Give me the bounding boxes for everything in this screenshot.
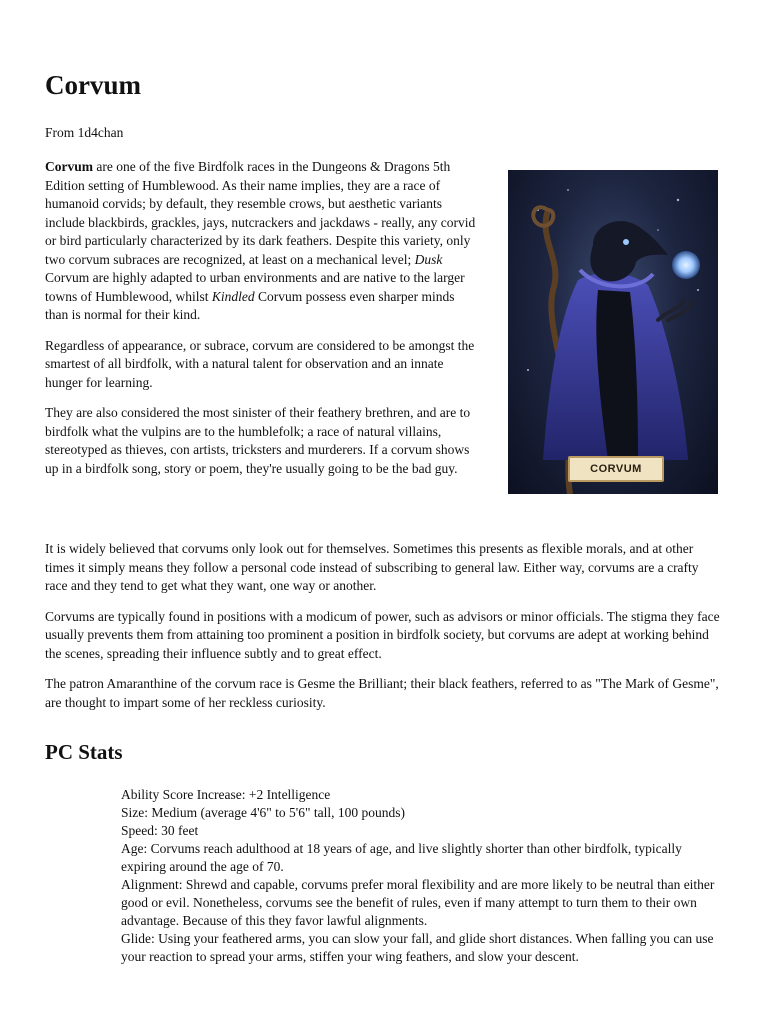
paragraph: Corvums are typically found in positions with a modicum of power, such as advisors or minor officials. The stigma they face usually prevents them from attaining too prominent a position in birdfolk society, but corvums are adept at working behind the scenes, spreading their influence subtly and to great effect. bbox=[45, 608, 720, 661]
page-title: Corvum bbox=[45, 70, 141, 100]
source-line: From 1d4chan bbox=[45, 125, 124, 140]
stat-item: Alignment: Shrewd and capable, corvums prefer moral flexibility and are more likely to be neutral than either good or evil. Nonetheless, corvums see the benefit of rules, even if many attempt to turn them to their own advantage. Because of this they favor lawful alignments. bbox=[121, 877, 715, 928]
stats-list bbox=[121, 786, 725, 966]
stat-item: Glide: Using your feathered arms, you can slow your fall, and glide short distances. When falling you can use your reaction to spread your arms, stiffen your wing feathers, and slow your descent. bbox=[121, 931, 714, 964]
body-section bbox=[45, 540, 723, 724]
stat-item: Age: Corvums reach adulthood at 18 years of age, and live slightly shorter than other birdfolk, typically expiring around the age of 70. bbox=[121, 841, 682, 874]
intro-bold-term: Corvum bbox=[45, 159, 93, 174]
intro-text-1: are one of the five Birdfolk races in the Dungeons & Dragons 5th Edition setting of Humblewood. As their name implies, they are a race of humanoid corvids; by default, they resemble crows, but aesthetic variants include blackbirds, grackles, jays, nutcrackers and jackdaws - really, any corvid or bird particularly characterized by its dark feathers. Despite this variety, only two corvum subraces are recognized, at least on a mechanical level; bbox=[45, 159, 476, 267]
intro-kindled: Kindled bbox=[211, 288, 255, 304]
magic-orb bbox=[672, 251, 700, 279]
paragraph: Regardless of appearance, or subrace, corvum are considered to be amongst the smartest of all birdfolk, with a natural talent for observation and an innate hunger for learning. bbox=[45, 337, 475, 390]
crow-eye bbox=[623, 239, 629, 245]
crow-head bbox=[590, 221, 668, 281]
stat-item: Size: Medium (average 4'6" to 5'6" tall, 100 pounds) bbox=[121, 805, 405, 820]
corvum-illustration bbox=[508, 170, 718, 494]
card-label: CORVUM bbox=[568, 456, 664, 482]
paragraph: They are also considered the most sinister of their feathery brethren, and are to birdfolk what the vulpins are to the humblefolk; a race of natural villains, stereotyped as thieves, con artists, tricksters and murderers. If a corvum shows up in a birdfolk song, story or poem, they're usually going to be the bad guy. bbox=[45, 405, 471, 476]
stat-item: Ability Score Increase: +2 Intelligence bbox=[121, 787, 331, 802]
paragraph: It is widely believed that corvums only look out for themselves. Sometimes this presents as flexible morals, and at other times it simply means they follow a personal code instead of subscribing to general law. Either way, corvums are a crafty race and they tend to get what they want, one way or another. bbox=[45, 541, 699, 593]
intro-text-2: Corvum are highly adapted to urban environments and are native to the larger towns of Humblewood, whilst bbox=[45, 270, 465, 304]
stats-heading: PC Stats bbox=[45, 740, 123, 764]
stat-item: Speed: 30 feet bbox=[121, 823, 199, 838]
intro-paragraph bbox=[45, 158, 481, 325]
paragraph: The patron Amaranthine of the corvum race is Gesme the Brilliant; their black feathers, referred to as "The Mark of Gesme", are thought to impart some of her reckless curiosity. bbox=[45, 676, 719, 710]
intro-text-3: Corvum possess even sharper minds than is normal for their kind. bbox=[45, 288, 455, 322]
corvum-card-image bbox=[508, 170, 718, 494]
intro-dusk: Dusk bbox=[414, 251, 443, 267]
intro-section bbox=[45, 158, 481, 490]
